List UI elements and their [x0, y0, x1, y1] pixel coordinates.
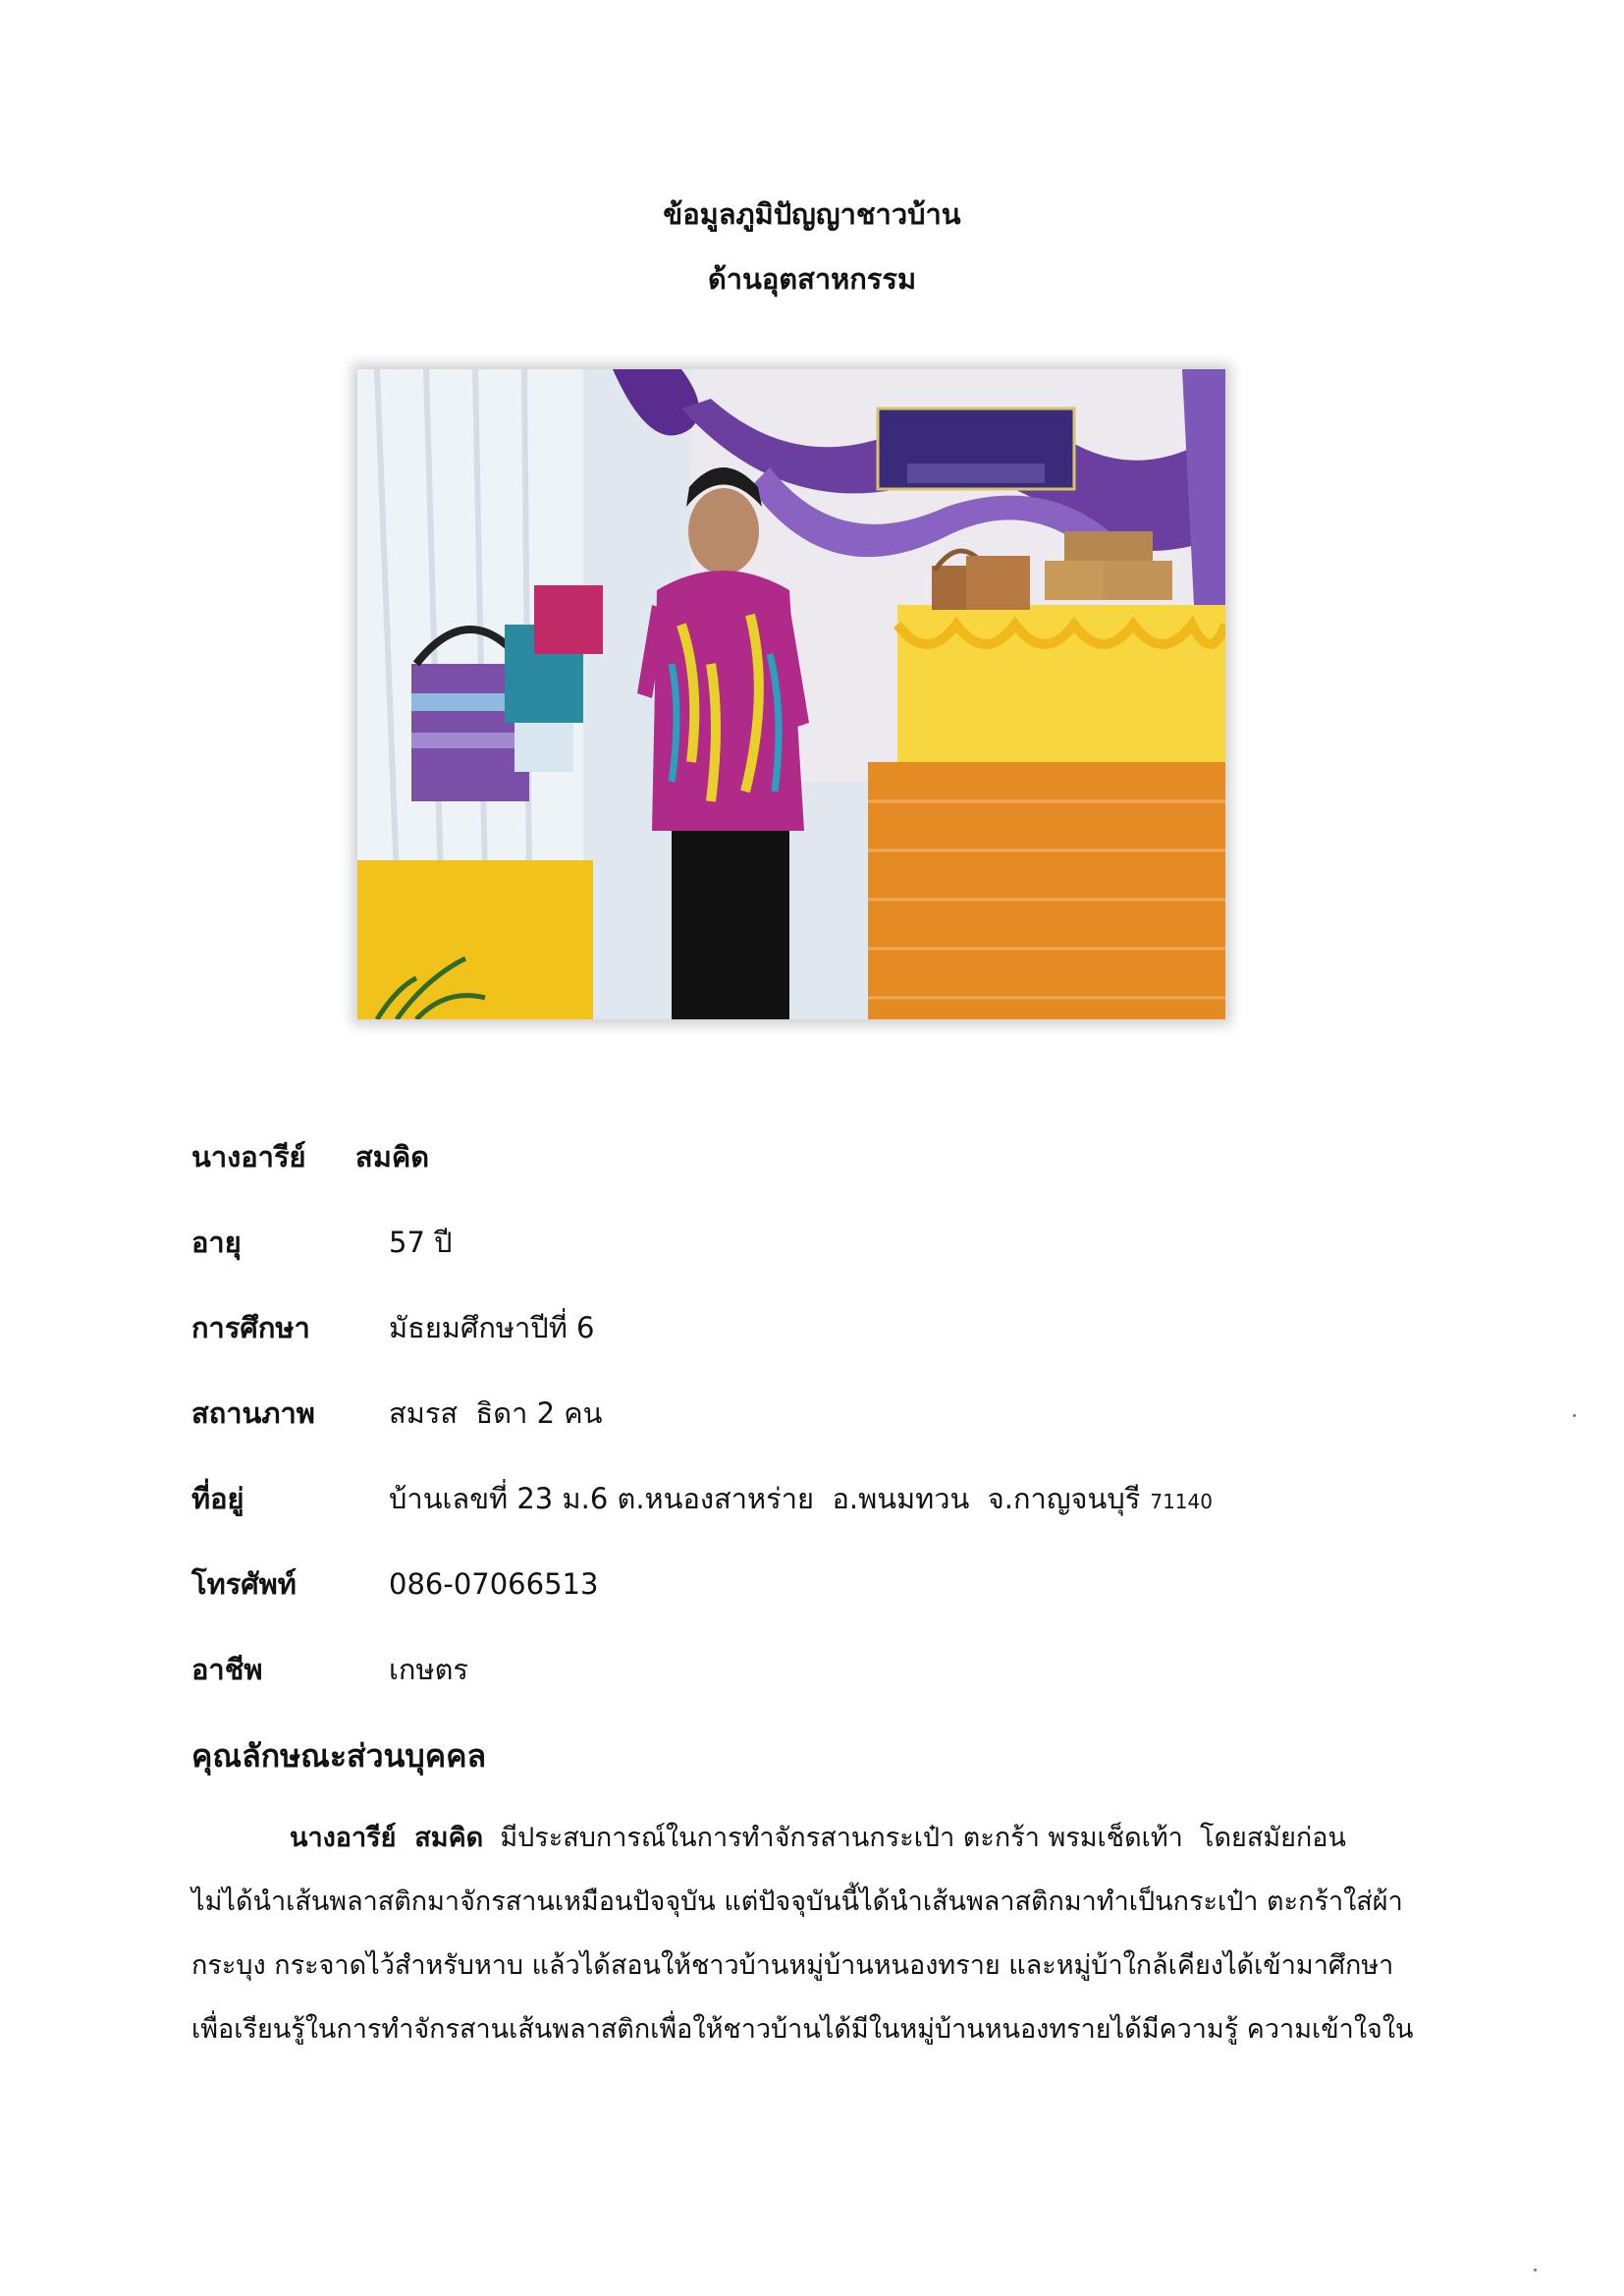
occupation-value: เกษตร [389, 1653, 468, 1686]
address-zip: 71140 [1150, 1490, 1213, 1513]
status-value: สมรส ธิดา 2 คน [389, 1396, 603, 1430]
paragraph-lead-name: นางอารีย์ สมคิด [290, 1823, 484, 1853]
photo-artisan-with-baskets [357, 369, 1225, 1019]
person-name [191, 1137, 429, 1176]
status-label: สถานภาพ [191, 1396, 315, 1430]
paragraph-line-3: กระบุง กระจาดไว้สำหรับหาบ แล้วได้สอนให้ชาวบ้านหมู่บ้านหนองทราย และหมู่บ้าใกล้เคียงได้เข้ามาศึกษา [191, 1950, 1394, 1981]
banner-sign [878, 409, 1074, 489]
education-label: การศึกษา [191, 1311, 310, 1344]
phone-label: โทรศัพท์ [191, 1567, 297, 1601]
person-surname: สมคิด [355, 1140, 430, 1174]
education-value: มัธยมศึกษาปีที่ 6 [389, 1311, 595, 1344]
address-label: ที่อยู่ [191, 1482, 244, 1515]
address-text: บ้านเลขที่ 23 ม.6 ต.หนองสาหร่าย อ.พนมทวน จ.กาญจนบุรี [389, 1482, 1141, 1515]
person-title-name: นางอารีย์ [191, 1140, 306, 1174]
address-value [389, 1479, 1213, 1521]
paragraph-line-4: เพื่อเรียนรู้ในการทำจักรสานเส้นพลาสติกเพื่อให้ชาวบ้านได้มีในหมู่บ้านหนองทรายได้มีความรู้ ความเข้าใจใน [191, 2014, 1414, 2045]
age-value: 57 ปี [389, 1226, 453, 1259]
photo-illustration [357, 369, 1225, 1019]
paragraph-line-1 [290, 1819, 1346, 1858]
age-label: อายุ [191, 1226, 242, 1259]
section-heading: คุณลักษณะส่วนบุคคล [191, 1737, 487, 1775]
page-subtitle: ด้านอุตสาหกรรม [707, 262, 917, 296]
scan-speck [1534, 2269, 1537, 2271]
scan-speck [1573, 1414, 1576, 1417]
paragraph-line-1-text: มีประสบการณ์ในการทำจักรสานกระเป๋า ตะกร้า พรมเช็ดเท้า โดยสมัยก่อน [483, 1823, 1346, 1853]
occupation-label: อาชีพ [191, 1653, 263, 1686]
phone-value: 086-07066513 [389, 1567, 599, 1601]
page-title: ข้อมูลภูมิปัญญาชาวบ้าน [663, 197, 961, 231]
paragraph-line-2: ไม่ได้นำเส้นพลาสติกมาจักรสานเหมือนปัจจุบัน แต่ปัจจุบันนี้ได้นำเส้นพลาสติกมาทำเป็นกระเป๋า ตะกร้าใส่ผ้า [191, 1886, 1403, 1917]
